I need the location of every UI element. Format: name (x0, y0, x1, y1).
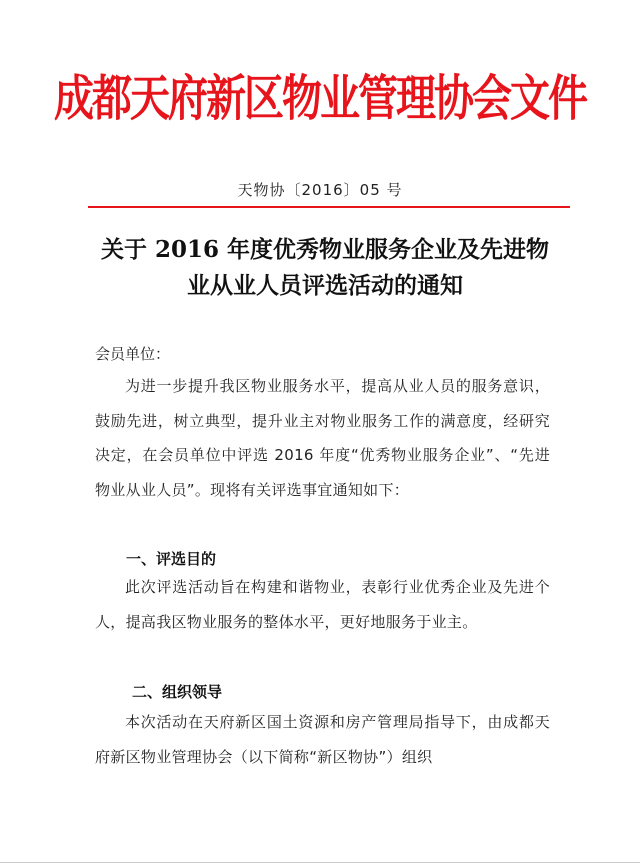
red-divider-line (88, 206, 570, 208)
section-text-organization: 本次活动在天府新区国土资源和房产管理局指导下，由成都天府新区物业管理协会（以下简称“新区物协”）组织 (95, 713, 550, 766)
document-number: 天物协〔2016〕05 号 (237, 181, 403, 199)
section-text-purpose: 此次评选活动旨在构建和谐物业，表彰行业优秀企业及先进个人，提高我区物业服务的整体水平，更好地服务于业主。 (95, 578, 550, 631)
notice-title: 关于 2016 年度优秀物业服务企业及先进物业从业人员评选活动的通知 (100, 236, 550, 299)
section-heading-purpose: 一、评选目的 (126, 550, 217, 568)
page-bottom-edge (0, 862, 640, 863)
salutation: 会员单位： (95, 345, 171, 363)
intro-paragraph: 为进一步提升我区物业服务水平，提高从业人员的服务意识，鼓励先进，树立典型，提升业主对物业服务工作的满意度，经研究决定，在会员单位中评选 2016 年度“优秀物业服务企业”、“先进物业从业人员”。现将有关评选事宜通知如下： (95, 377, 550, 499)
org-header-title: 成都天府新区物业管理协会文件 (54, 69, 586, 128)
section-heading-organization: 二、组织领导 (132, 683, 223, 701)
